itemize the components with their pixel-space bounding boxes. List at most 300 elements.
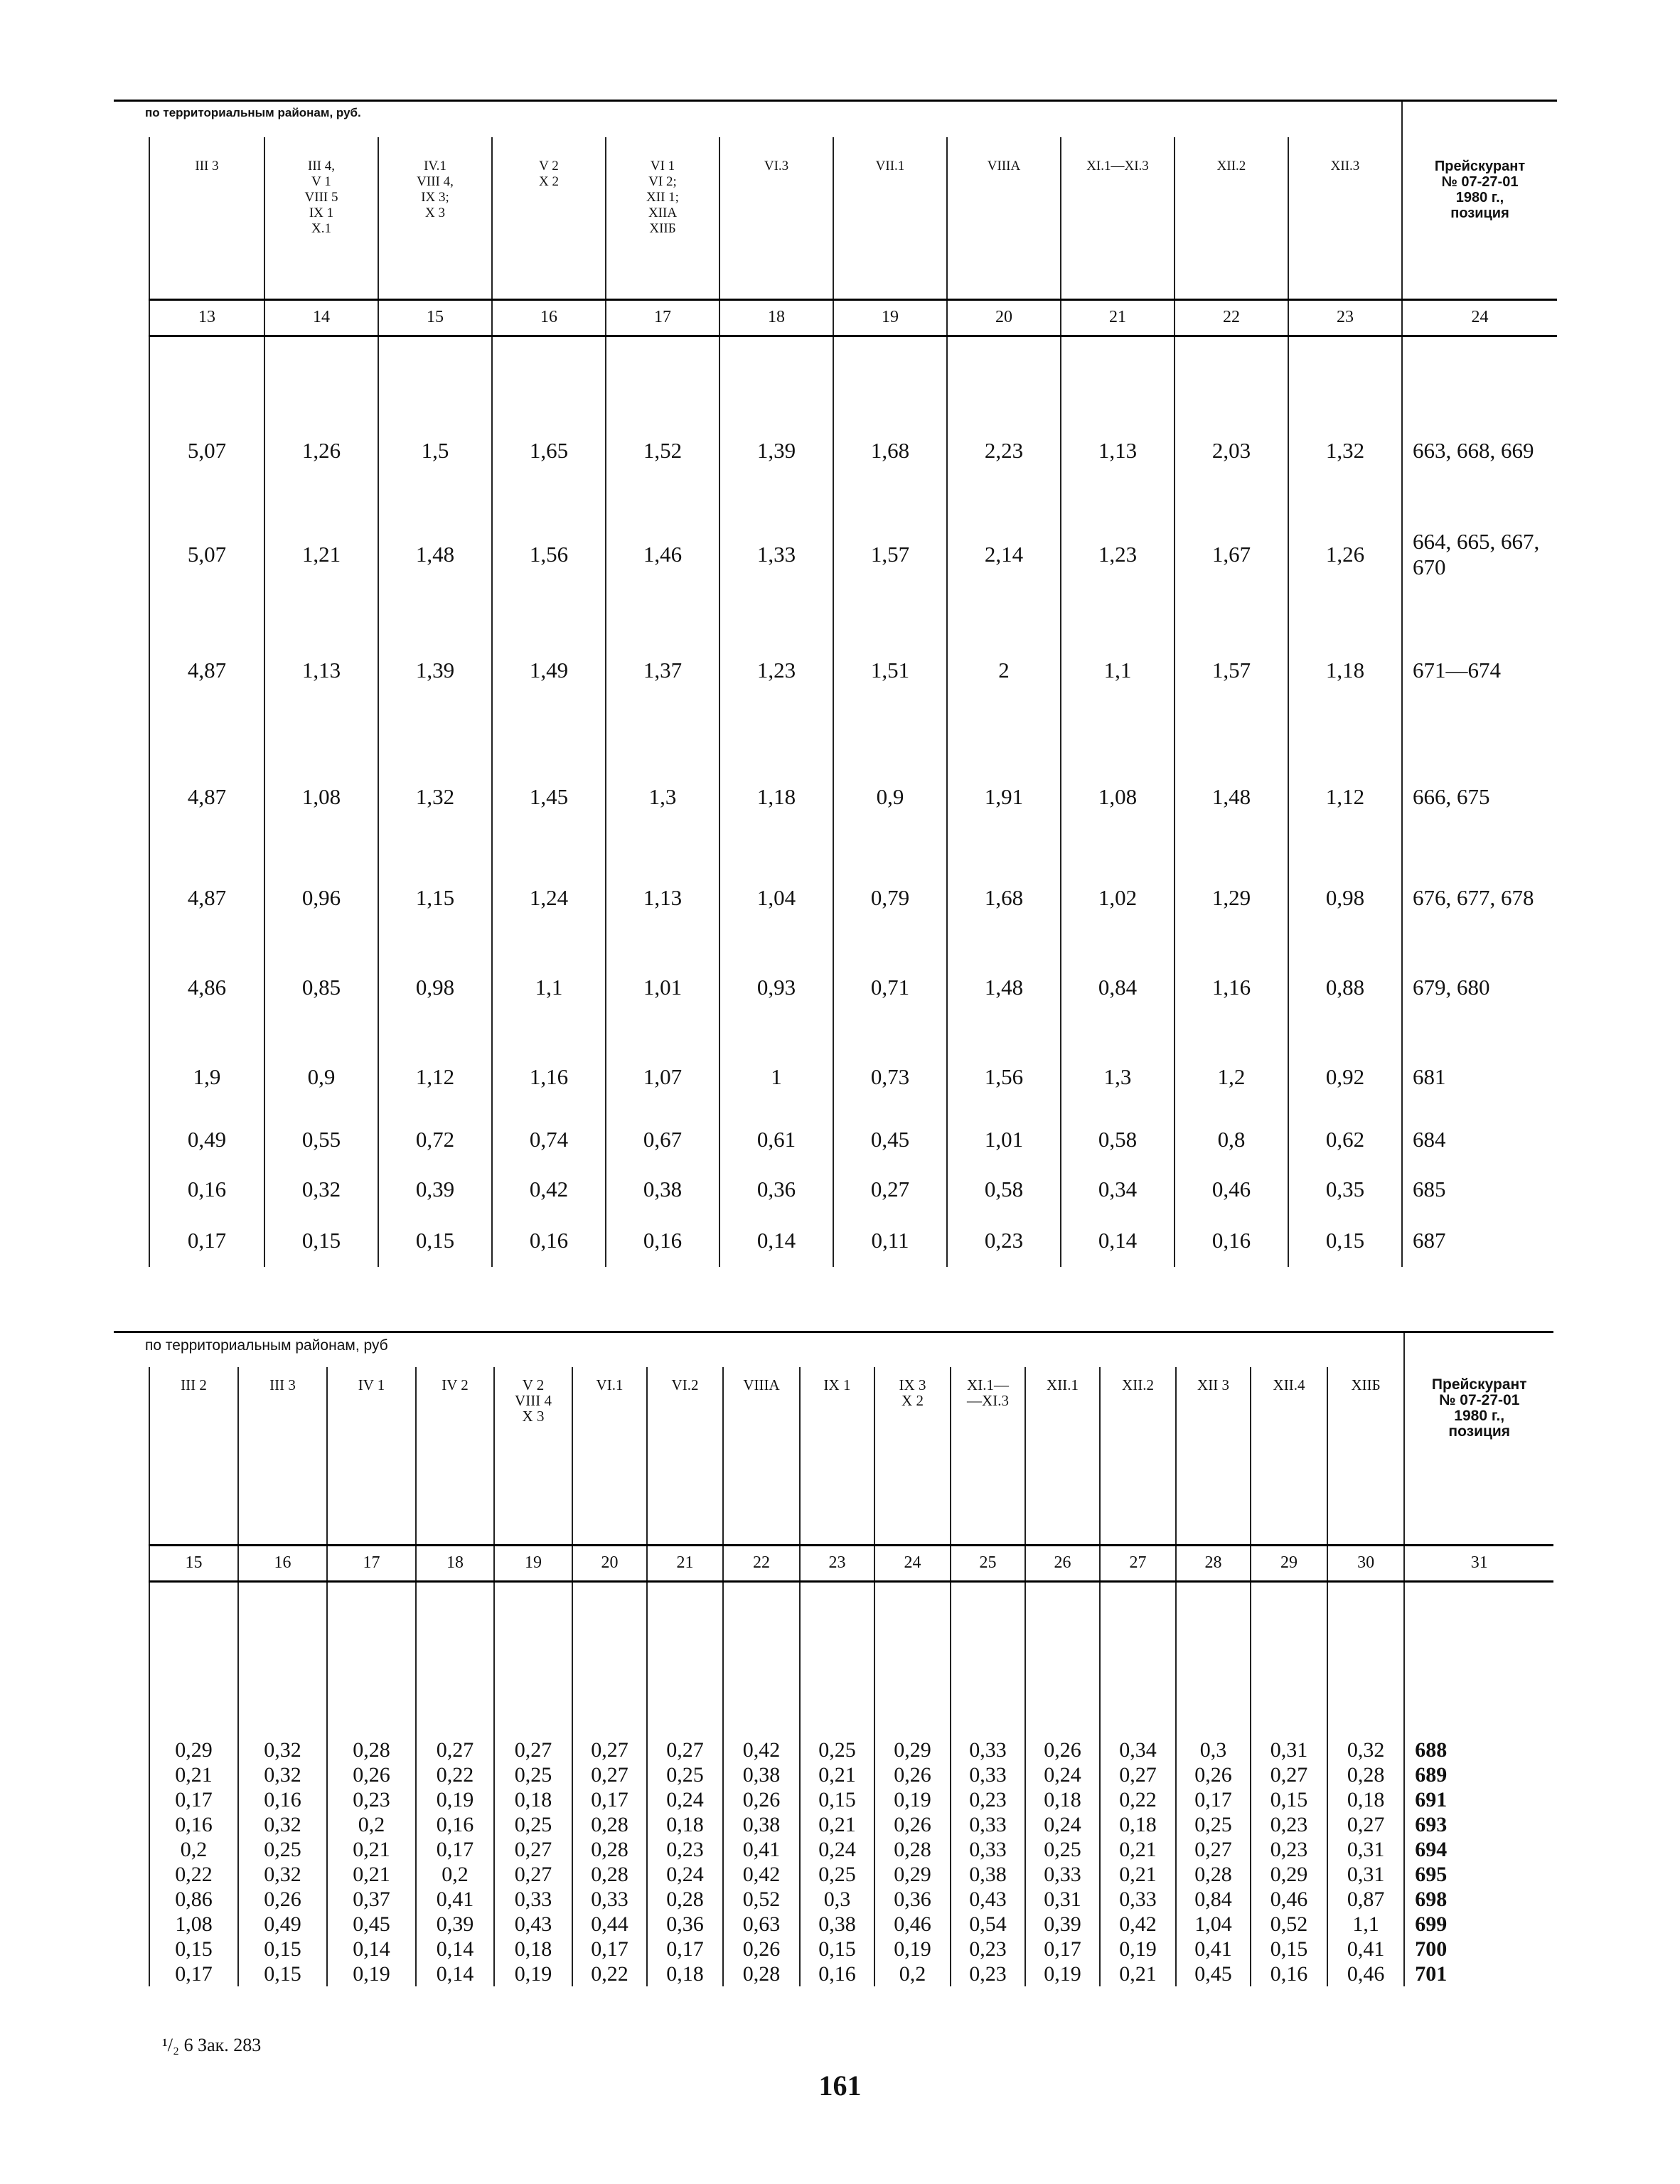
table-cell: 1,08 <box>264 734 378 860</box>
column-header: III 3 <box>149 137 264 299</box>
table-cell: 0,63 <box>723 1912 800 1937</box>
table-cell: 0,22 <box>572 1961 647 1986</box>
table-row <box>114 607 1557 734</box>
table-cell: 1,04 <box>1176 1912 1251 1937</box>
table-cell: 0,23 <box>647 1837 723 1862</box>
table-cell: 1,07 <box>606 1039 719 1115</box>
table-cell: 0,49 <box>238 1912 327 1937</box>
table-cell: 0,18 <box>1100 1812 1176 1837</box>
table-cell: 0,22 <box>1100 1787 1176 1812</box>
table-2-caption: по территориальным районам, руб <box>114 1332 1404 1368</box>
price-list-position: 679, 680 <box>1402 936 1557 1039</box>
column-header: XI.1—XI.3 <box>1061 137 1175 299</box>
column-number: 21 <box>1061 299 1175 336</box>
table-cell: 0,21 <box>1100 1862 1176 1887</box>
table-cell: 0,14 <box>719 1214 833 1267</box>
column-header: VIIIA <box>947 137 1061 299</box>
table-cell: 0,33 <box>572 1887 647 1912</box>
table-cell: 0,33 <box>951 1837 1025 1862</box>
table-cell: 1,2 <box>1175 1039 1288 1115</box>
column-number: 16 <box>492 299 606 336</box>
table-cell: 1,01 <box>606 936 719 1039</box>
table-cell: 0,27 <box>572 1738 647 1762</box>
table-cell: 0,15 <box>1251 1787 1327 1812</box>
column-header: VI.2 <box>647 1367 723 1545</box>
table-cell: 0,3 <box>1176 1738 1251 1762</box>
table-cell: 0,86 <box>149 1887 238 1912</box>
column-number: 31 <box>1404 1545 1553 1581</box>
column-header: III 3 <box>238 1367 327 1545</box>
column-number: 17 <box>606 299 719 336</box>
table-cell: 0,29 <box>149 1738 238 1762</box>
table-cell: 0,25 <box>1176 1812 1251 1837</box>
price-list-position: 688 <box>1404 1738 1553 1762</box>
table-cell: 0,36 <box>719 1165 833 1214</box>
table-cell: 0,23 <box>327 1787 416 1812</box>
table-cell: 0,3 <box>800 1887 874 1912</box>
column-header: XII.4 <box>1251 1367 1327 1545</box>
table-cell: 0,23 <box>1251 1837 1327 1862</box>
table-cell: 0,23 <box>951 1961 1025 1986</box>
table-cell: 0,17 <box>1025 1937 1100 1961</box>
table-cell: 0,19 <box>1100 1937 1176 1961</box>
table-cell: 0,23 <box>947 1214 1061 1267</box>
table-cell: 1,13 <box>264 607 378 734</box>
table-cell: 0,14 <box>327 1937 416 1961</box>
table-cell: 0,32 <box>238 1762 327 1787</box>
table-cell: 0,39 <box>378 1165 492 1214</box>
table-cell: 0,27 <box>1251 1762 1327 1787</box>
table-cell: 0,19 <box>1025 1961 1100 1986</box>
table-cell: 0,58 <box>1061 1115 1175 1165</box>
table-cell: 0,36 <box>874 1887 951 1912</box>
price-list-position: 687 <box>1402 1214 1557 1267</box>
table-cell: 0,32 <box>1327 1738 1404 1762</box>
price-list-position: 691 <box>1404 1787 1553 1812</box>
table-cell: 1,49 <box>492 607 606 734</box>
column-number: 23 <box>1288 299 1402 336</box>
table-cell: 0,2 <box>149 1837 238 1862</box>
table-cell: 4,86 <box>149 936 264 1039</box>
table-cell: 0,54 <box>951 1912 1025 1937</box>
table-cell: 1,65 <box>492 400 606 502</box>
price-list-position: 695 <box>1404 1862 1553 1887</box>
table-cell: 0,26 <box>723 1937 800 1961</box>
column-header: VI.3 <box>719 137 833 299</box>
table-cell: 0,28 <box>647 1887 723 1912</box>
table-row <box>114 1115 1557 1165</box>
table-cell: 0,32 <box>238 1812 327 1837</box>
column-number: 22 <box>723 1545 800 1581</box>
table-cell: 0,34 <box>1061 1165 1175 1214</box>
table-cell: 0,25 <box>647 1762 723 1787</box>
table-cell: 1,32 <box>378 734 492 860</box>
column-number: 22 <box>1175 299 1288 336</box>
table-cell: 0,26 <box>327 1762 416 1787</box>
table-cell: 0,16 <box>800 1961 874 1986</box>
table-row <box>114 400 1557 502</box>
table-cell: 0,15 <box>238 1937 327 1961</box>
table-cell: 0,25 <box>800 1862 874 1887</box>
table-cell: 0,29 <box>1251 1862 1327 1887</box>
table-cell: 0,38 <box>723 1812 800 1837</box>
table-cell: 0,19 <box>874 1787 951 1812</box>
table-cell: 0,84 <box>1176 1887 1251 1912</box>
table-cell: 1,68 <box>947 860 1061 936</box>
table-cell: 0,21 <box>800 1762 874 1787</box>
table-cell: 1,26 <box>1288 502 1402 607</box>
table-cell: 0,31 <box>1327 1837 1404 1862</box>
table-cell: 4,87 <box>149 607 264 734</box>
table-cell: 0,22 <box>149 1862 238 1887</box>
price-list-position: 666, 675 <box>1402 734 1557 860</box>
table-cell: 0,31 <box>1327 1862 1404 1887</box>
table-cell: 0,14 <box>416 1961 494 1986</box>
table-cell: 0,24 <box>647 1862 723 1887</box>
table-cell: 0,17 <box>647 1937 723 1961</box>
table-row <box>114 1762 1553 1787</box>
table-cell: 0,31 <box>1025 1887 1100 1912</box>
footer-note: ¹/₂ 6 Зак. 283 <box>162 2035 262 2055</box>
table-cell: 0,27 <box>1176 1837 1251 1862</box>
column-number: 29 <box>1251 1545 1327 1581</box>
column-header: XII.3 <box>1288 137 1402 299</box>
price-table-1 <box>114 100 1557 1267</box>
table-cell: 0,27 <box>647 1738 723 1762</box>
table-cell: 0,42 <box>492 1165 606 1214</box>
column-header: XII.2 <box>1175 137 1288 299</box>
table-cell: 0,46 <box>874 1912 951 1937</box>
table-cell: 0,27 <box>494 1837 572 1862</box>
table-cell: 0,45 <box>833 1115 947 1165</box>
table-cell: 0,29 <box>874 1738 951 1762</box>
table-cell: 0,28 <box>327 1738 416 1762</box>
column-number: 27 <box>1100 1545 1176 1581</box>
table-cell: 0,46 <box>1251 1887 1327 1912</box>
table-cell: 1,04 <box>719 860 833 936</box>
table-cell: 0,24 <box>800 1837 874 1862</box>
table-cell: 0,17 <box>149 1961 238 1986</box>
column-number: 16 <box>238 1545 327 1581</box>
table-row <box>114 1961 1553 1986</box>
table-cell: 1,08 <box>149 1912 238 1937</box>
column-number: 28 <box>1176 1545 1251 1581</box>
table-cell: 0,44 <box>572 1912 647 1937</box>
table-cell: 0,24 <box>1025 1762 1100 1787</box>
table-cell: 0,15 <box>378 1214 492 1267</box>
table-cell: 0,74 <box>492 1115 606 1165</box>
column-number: 23 <box>800 1545 874 1581</box>
table-cell: 0,36 <box>647 1912 723 1937</box>
table-cell: 0,49 <box>149 1115 264 1165</box>
column-header: Прейскурант № 07-27-01 1980 г., позиция <box>1402 137 1557 299</box>
table-cell: 1,32 <box>1288 400 1402 502</box>
table-cell: 0,98 <box>1288 860 1402 936</box>
table-cell: 0,28 <box>1327 1762 1404 1787</box>
column-number: 25 <box>951 1545 1025 1581</box>
column-header: VII.1 <box>833 137 947 299</box>
column-header: V 2 VIII 4 X 3 <box>494 1367 572 1545</box>
table-cell: 0,9 <box>264 1039 378 1115</box>
column-number: 18 <box>416 1545 494 1581</box>
table-cell: 0,35 <box>1288 1165 1402 1214</box>
table-row <box>114 1912 1553 1937</box>
table-cell: 0,39 <box>1025 1912 1100 1937</box>
table-cell: 2 <box>947 607 1061 734</box>
table-cell: 0,17 <box>572 1787 647 1812</box>
table-cell: 1,39 <box>719 400 833 502</box>
table-row <box>114 1812 1553 1837</box>
table-row <box>114 1039 1557 1115</box>
table-cell: 0,17 <box>572 1937 647 1961</box>
table-cell: 1,45 <box>492 734 606 860</box>
table-cell: 1,12 <box>1288 734 1402 860</box>
table-cell: 0,18 <box>1025 1787 1100 1812</box>
price-list-position: 681 <box>1402 1039 1557 1115</box>
price-list-position: 685 <box>1402 1165 1557 1214</box>
table-cell: 0,38 <box>606 1165 719 1214</box>
table-cell: 0,46 <box>1327 1961 1404 1986</box>
table-cell: 1,48 <box>1175 734 1288 860</box>
column-number: 13 <box>149 299 264 336</box>
table-row <box>114 1787 1553 1812</box>
price-list-position: 684 <box>1402 1115 1557 1165</box>
table-cell: 0,8 <box>1175 1115 1288 1165</box>
table-cell: 0,45 <box>1176 1961 1251 1986</box>
column-header: XII 3 <box>1176 1367 1251 1545</box>
table-cell: 1,13 <box>606 860 719 936</box>
table-cell: 0,41 <box>1327 1937 1404 1961</box>
table-cell: 1 <box>719 1039 833 1115</box>
column-header: IX 1 <box>800 1367 874 1545</box>
table-cell: 1,33 <box>719 502 833 607</box>
table-cell: 0,41 <box>723 1837 800 1862</box>
table-cell: 2,03 <box>1175 400 1288 502</box>
price-list-position: 699 <box>1404 1912 1553 1937</box>
table-cell: 1,26 <box>264 400 378 502</box>
table-cell: 0,21 <box>800 1812 874 1837</box>
table-cell: 1,13 <box>1061 400 1175 502</box>
table-cell: 0,16 <box>416 1812 494 1837</box>
table-row <box>114 1738 1553 1762</box>
column-number: 15 <box>149 1545 238 1581</box>
table-cell: 0,15 <box>800 1787 874 1812</box>
column-number: 19 <box>833 299 947 336</box>
column-header: V 2 X 2 <box>492 137 606 299</box>
table-cell: 1,18 <box>719 734 833 860</box>
table-cell: 1,46 <box>606 502 719 607</box>
table-cell: 0,93 <box>719 936 833 1039</box>
table-cell: 0,19 <box>874 1937 951 1961</box>
table-cell: 4,87 <box>149 860 264 936</box>
table-cell: 1,67 <box>1175 502 1288 607</box>
table-cell: 0,17 <box>149 1214 264 1267</box>
table-cell: 0,15 <box>1288 1214 1402 1267</box>
table-cell: 0,26 <box>874 1812 951 1837</box>
table-cell: 1,39 <box>378 607 492 734</box>
table-cell: 0,25 <box>800 1738 874 1762</box>
table-cell: 1,12 <box>378 1039 492 1115</box>
table-cell: 0,41 <box>1176 1937 1251 1961</box>
column-number: 18 <box>719 299 833 336</box>
table-cell: 0,73 <box>833 1039 947 1115</box>
table-cell: 0,33 <box>951 1738 1025 1762</box>
table-cell: 0,16 <box>1251 1961 1327 1986</box>
table-cell: 1,1 <box>1327 1912 1404 1937</box>
price-list-position: 693 <box>1404 1812 1553 1837</box>
table-cell: 0,17 <box>149 1787 238 1812</box>
price-list-position: 700 <box>1404 1937 1553 1961</box>
page-number: 161 <box>818 2070 862 2102</box>
table-cell: 1,51 <box>833 607 947 734</box>
table-cell: 0,2 <box>327 1812 416 1837</box>
table-cell: 4,87 <box>149 734 264 860</box>
table-cell: 0,15 <box>149 1937 238 1961</box>
table-cell: 0,72 <box>378 1115 492 1165</box>
table-cell: 0,32 <box>238 1862 327 1887</box>
table-row <box>114 502 1557 607</box>
table-cell: 0,28 <box>572 1837 647 1862</box>
table-cell: 0,16 <box>492 1214 606 1267</box>
table-row <box>114 860 1557 936</box>
table-cell: 0,23 <box>951 1937 1025 1961</box>
table-cell: 0,33 <box>951 1762 1025 1787</box>
column-header: XI.1— —XI.3 <box>951 1367 1025 1545</box>
table-cell: 0,28 <box>874 1837 951 1862</box>
table-cell: 0,21 <box>149 1762 238 1787</box>
table-cell: 0,92 <box>1288 1039 1402 1115</box>
table-cell: 0,98 <box>378 936 492 1039</box>
table-row <box>114 1837 1553 1862</box>
table-cell: 0,61 <box>719 1115 833 1165</box>
table-cell: 1,3 <box>606 734 719 860</box>
column-header: VI 1 VI 2; XII 1; XIIA XIIБ <box>606 137 719 299</box>
table-cell: 0,79 <box>833 860 947 936</box>
table-cell: 1,15 <box>378 860 492 936</box>
column-header: IX 3 X 2 <box>874 1367 951 1545</box>
table-cell: 0,23 <box>1251 1812 1327 1837</box>
table-cell: 0,42 <box>723 1738 800 1762</box>
column-header: VIIIA <box>723 1367 800 1545</box>
table-cell: 0,55 <box>264 1115 378 1165</box>
price-list-position: 689 <box>1404 1762 1553 1787</box>
column-number: 15 <box>378 299 492 336</box>
table-cell: 1,48 <box>378 502 492 607</box>
column-number: 26 <box>1025 1545 1100 1581</box>
column-number: 20 <box>947 299 1061 336</box>
price-list-position: 664, 665, 667, 670 <box>1402 502 1557 607</box>
table-cell: 0,19 <box>416 1787 494 1812</box>
column-header: IV 1 <box>327 1367 416 1545</box>
column-number: 17 <box>327 1545 416 1581</box>
price-list-position: 698 <box>1404 1887 1553 1912</box>
table-cell: 1,01 <box>947 1115 1061 1165</box>
table-1-caption: по территориальным районам, руб. <box>114 101 1402 138</box>
table-cell: 0,38 <box>723 1762 800 1787</box>
table-cell: 0,42 <box>1100 1912 1176 1937</box>
table-cell: 1,5 <box>378 400 492 502</box>
table-cell: 0,96 <box>264 860 378 936</box>
table-cell: 1,56 <box>947 1039 1061 1115</box>
table-cell: 0,16 <box>149 1165 264 1214</box>
table-cell: 0,21 <box>327 1862 416 1887</box>
price-list-position: 671—674 <box>1402 607 1557 734</box>
table-cell: 0,16 <box>606 1214 719 1267</box>
column-header: VI.1 <box>572 1367 647 1545</box>
table-cell: 0,46 <box>1175 1165 1288 1214</box>
column-header: IV 2 <box>416 1367 494 1545</box>
table-cell: 0,14 <box>1061 1214 1175 1267</box>
table-cell: 0,16 <box>238 1787 327 1812</box>
table-cell: 0,25 <box>494 1812 572 1837</box>
table-cell: 2,23 <box>947 400 1061 502</box>
table-cell: 1,23 <box>1061 502 1175 607</box>
column-header: Прейскурант № 07-27-01 1980 г., позиция <box>1404 1367 1553 1545</box>
table-cell: 0,71 <box>833 936 947 1039</box>
table-cell: 1,9 <box>149 1039 264 1115</box>
table-cell: 0,27 <box>833 1165 947 1214</box>
table-cell: 0,16 <box>1175 1214 1288 1267</box>
table-cell: 0,17 <box>416 1837 494 1862</box>
table-cell: 0,25 <box>1025 1837 1100 1862</box>
table-cell: 0,18 <box>494 1787 572 1812</box>
price-table-2 <box>114 1331 1553 1986</box>
table-cell: 0,33 <box>1100 1887 1176 1912</box>
table-cell: 0,32 <box>238 1738 327 1762</box>
table-cell: 0,41 <box>416 1887 494 1912</box>
table-cell: 0,87 <box>1327 1887 1404 1912</box>
table-cell: 1,37 <box>606 607 719 734</box>
table-cell: 5,07 <box>149 400 264 502</box>
table-row <box>114 936 1557 1039</box>
table-row <box>114 1165 1557 1214</box>
table-cell: 0,15 <box>238 1961 327 1986</box>
table-cell: 1,24 <box>492 860 606 936</box>
table-cell: 0,9 <box>833 734 947 860</box>
table-cell: 0,28 <box>1176 1862 1251 1887</box>
table-cell: 0,29 <box>874 1862 951 1887</box>
table-cell: 0,31 <box>1251 1738 1327 1762</box>
column-header: XIIБ <box>1327 1367 1404 1545</box>
table-cell: 0,28 <box>723 1961 800 1986</box>
table-cell: 0,67 <box>606 1115 719 1165</box>
table-cell: 1,56 <box>492 502 606 607</box>
table-cell: 0,58 <box>947 1165 1061 1214</box>
table-row <box>114 734 1557 860</box>
table-cell: 0,18 <box>1327 1787 1404 1812</box>
table-cell: 0,15 <box>1251 1937 1327 1961</box>
table-cell: 0,52 <box>1251 1912 1327 1937</box>
table-cell: 0,84 <box>1061 936 1175 1039</box>
table-cell: 0,85 <box>264 936 378 1039</box>
table-cell: 0,18 <box>647 1812 723 1837</box>
table-cell: 0,23 <box>951 1787 1025 1812</box>
table-cell: 1,52 <box>606 400 719 502</box>
table-cell: 0,14 <box>416 1937 494 1961</box>
table-cell: 0,24 <box>1025 1812 1100 1837</box>
table-cell: 1,21 <box>264 502 378 607</box>
table-cell: 1,48 <box>947 936 1061 1039</box>
table-cell: 1,29 <box>1175 860 1288 936</box>
table-cell: 0,27 <box>1100 1762 1176 1787</box>
column-number: 30 <box>1327 1545 1404 1581</box>
table-cell: 0,38 <box>951 1862 1025 1887</box>
price-list-position: 701 <box>1404 1961 1553 1986</box>
table-cell: 0,16 <box>149 1812 238 1837</box>
table-cell: 1,57 <box>1175 607 1288 734</box>
table-cell: 1,1 <box>1061 607 1175 734</box>
table-cell: 0,27 <box>1327 1812 1404 1837</box>
